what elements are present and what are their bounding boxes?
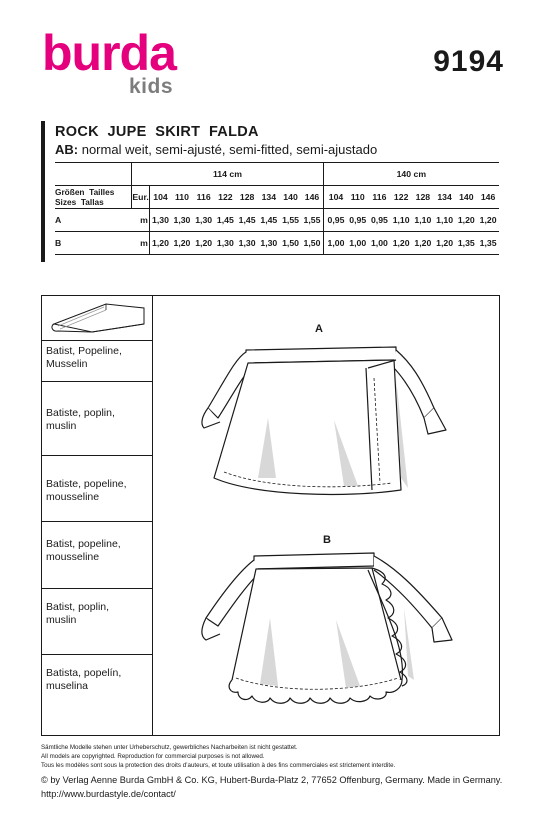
- yardage-cell: 1,45: [238, 215, 256, 225]
- copyright-de: Sämtliche Modelle stehen unter Urheberschutz, gewerbliches Nacharbeiten ist nicht gestattet.: [41, 744, 298, 751]
- yardage-cell: 0,95: [349, 215, 367, 225]
- yardage-cell: 1,20: [149, 232, 171, 255]
- yardage-cell: 1,35: [457, 238, 475, 248]
- size-cell: 140: [459, 192, 474, 202]
- yardage-table: [55, 162, 499, 255]
- yardage-cell: 1,30: [195, 215, 213, 225]
- size-cell: 104: [149, 186, 171, 209]
- fabric-de: Batist, Popeline, Musselin: [46, 345, 122, 370]
- yardage-cell: 0,95: [327, 215, 345, 225]
- fabric-en: Batiste, poplin, muslin: [46, 407, 115, 432]
- yardage-cell: 1,00: [327, 238, 345, 248]
- view-b-label: B: [55, 238, 62, 248]
- size-cell: 134: [437, 192, 452, 202]
- size-cell: 122: [393, 192, 409, 202]
- size-label-line-1: Größen Tailles: [55, 187, 115, 197]
- size-cell: 146: [304, 192, 320, 202]
- view-label: AB:: [55, 142, 79, 157]
- yardage-cell: 0,95: [370, 215, 388, 225]
- skirt-b-illustration: [196, 548, 476, 724]
- size-cell: 116: [372, 192, 387, 202]
- size-cell: 104: [328, 192, 344, 202]
- fabric-roll-icon: [46, 298, 150, 338]
- kids-logo: kids: [129, 75, 174, 98]
- panel-divider: [152, 295, 153, 736]
- size-cell: 146: [480, 192, 496, 202]
- size-cell: 140: [283, 192, 298, 202]
- unit-cell: m: [140, 238, 148, 248]
- yardage-cell: 1,20: [173, 238, 191, 248]
- fabric-nl: Batist, popeline, mousseline: [46, 538, 121, 563]
- fabric-divider: [41, 521, 152, 522]
- yardage-cell: 1,30: [260, 238, 278, 248]
- fit-text: normal weit, semi-ajusté, semi-fitted, semi-ajustado: [78, 142, 378, 157]
- yardage-cell: 1,50: [303, 238, 321, 248]
- fabric-divider: [41, 588, 152, 589]
- fabric-it: Batist, poplin, muslin: [46, 601, 110, 626]
- yardage-cell: 1,45: [216, 215, 234, 225]
- fit-description: [55, 142, 377, 157]
- view-a-illustration-label: A: [315, 323, 323, 335]
- width-140-header: 140 cm: [323, 163, 499, 186]
- yardage-cell: 1,55: [303, 215, 321, 225]
- yardage-cell: 1,30: [149, 209, 171, 232]
- eur-label: Eur.: [132, 186, 150, 209]
- width-114-header: 114 cm: [132, 163, 323, 186]
- yardage-cell: 1,30: [173, 215, 191, 225]
- copyright-en: All models are copyrighted. Reproduction for commercial purposes is not allowed.: [41, 753, 265, 760]
- contact-link[interactable]: http://www.burdastyle.de/contact/: [41, 789, 176, 799]
- yardage-cell: 1,10: [414, 215, 432, 225]
- yardage-cell: 1,20: [392, 238, 410, 248]
- yardage-cell: 1,45: [260, 215, 278, 225]
- size-cell: 134: [261, 192, 277, 202]
- yardage-cell: 1,50: [282, 238, 299, 248]
- view-a-label: A: [55, 215, 62, 225]
- size-cell: 116: [196, 192, 211, 202]
- view-b-illustration-label: B: [323, 534, 331, 546]
- fabric-fr: Batiste, popeline, mousseline: [46, 478, 127, 503]
- burda-logo: burda: [42, 25, 176, 81]
- yardage-cell: 1,20: [195, 238, 213, 248]
- yardage-cell: 1,55: [282, 215, 299, 225]
- size-cell: 122: [218, 192, 233, 202]
- title-bar: [41, 121, 45, 262]
- fabric-divider: [41, 455, 152, 456]
- yardage-cell: 1,20: [436, 238, 454, 248]
- fabric-divider: [41, 381, 152, 382]
- yardage-cell: 1,35: [479, 238, 497, 248]
- copyright-fr: Tous les modèles sont sous la protection des droits d’auteurs, et toute utilisation à des fins commerciales est strictement interdite.: [41, 762, 396, 769]
- publisher-line: © by Verlag Aenne Burda GmbH & Co. KG, Hubert-Burda-Platz 2, 77652 Offenburg, Germany. Made in Germany.: [41, 775, 503, 785]
- yardage-cell: 1,00: [349, 238, 367, 248]
- yardage-cell: 1,10: [392, 215, 410, 225]
- size-label-line-2: Sizes Tallas: [55, 197, 104, 207]
- size-cell: 128: [239, 192, 255, 202]
- skirt-a-illustration: [196, 338, 476, 508]
- size-label: [55, 186, 132, 209]
- yardage-cell: 1,20: [457, 215, 475, 225]
- yardage-cell: 1,10: [436, 215, 454, 225]
- yardage-cell: 1,20: [479, 215, 497, 225]
- size-cell: 110: [350, 192, 365, 202]
- fabric-es: Batista, popelín, muselina: [46, 667, 122, 692]
- yardage-cell: 1,30: [216, 238, 234, 248]
- unit-cell: m: [140, 215, 148, 225]
- fabric-divider: [41, 340, 152, 341]
- page-title: ROCK JUPE SKIRT FALDA: [55, 124, 259, 140]
- yardage-cell: 1,20: [414, 238, 432, 248]
- pattern-number: 9194: [433, 45, 504, 78]
- size-cell: 128: [415, 192, 431, 202]
- fabric-divider: [41, 654, 152, 655]
- yardage-cell: 1,30: [238, 238, 256, 248]
- yardage-cell: 1,00: [370, 238, 388, 248]
- size-cell: 110: [174, 192, 189, 202]
